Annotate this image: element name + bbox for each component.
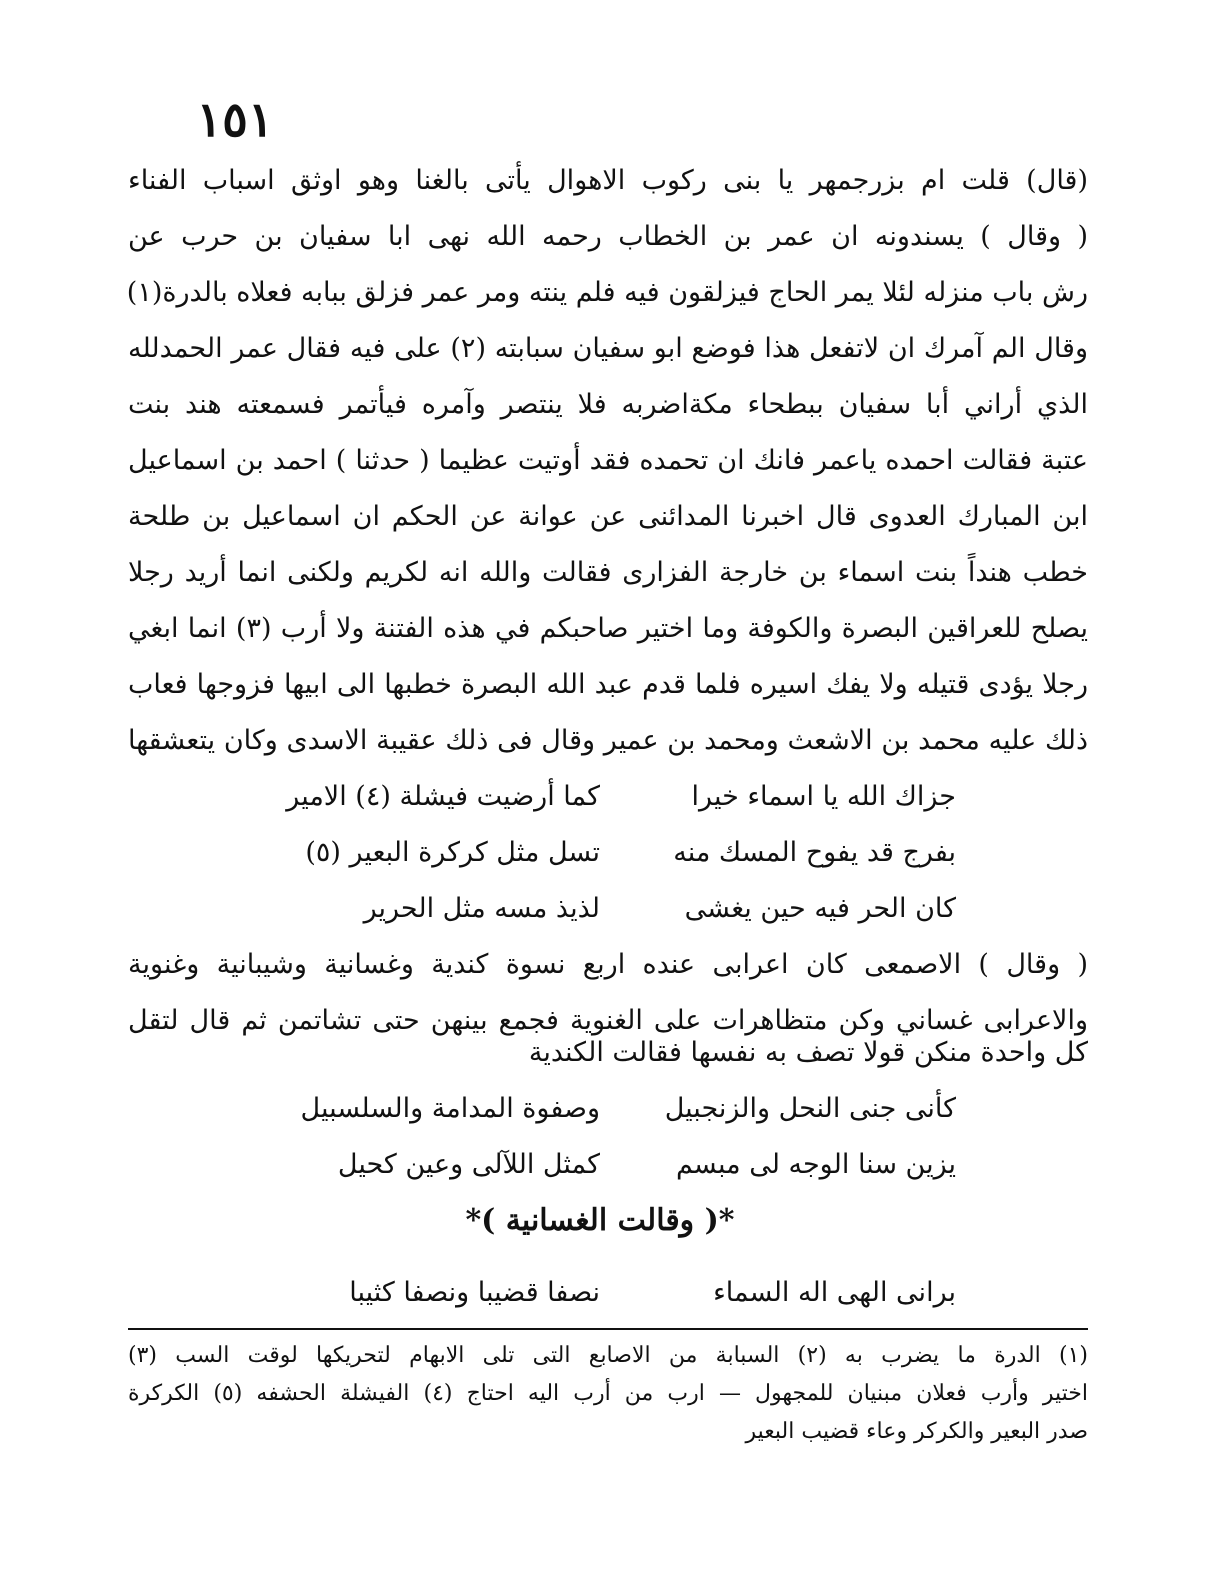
section-heading: *( وقالت الغسانية )* bbox=[465, 1203, 735, 1238]
footnote-line: صدر البعير والكركر وعاء قضيب البعير bbox=[745, 1419, 1088, 1444]
verse-first-hemistich: برانى الهى اله السماء bbox=[713, 1277, 956, 1308]
verse-second-hemistich: لذيذ مسه مثل الحرير bbox=[363, 893, 600, 924]
text-line: الذي أراني أبا سفيان ببطحاء مكةاضربه فلا ينتصر وآمره فيأتمر فسمعته هند بنت bbox=[128, 389, 1088, 420]
text-line: (قال) قلت ام بزرجمهر يا بنى ركوب الاهوال يأتى بالغنا وهو اوثق اسباب الفناء bbox=[128, 165, 1088, 196]
verse-second-hemistich: تسل مثل كركرة البعير (٥) bbox=[305, 837, 600, 868]
text-line: رش باب منزله لئلا يمر الحاج فيزلقون فيه فلم ينته ومر عمر فزلق ببابه فعلاه بالدرة(١) bbox=[126, 277, 1088, 308]
verse-second-hemistich: كمثل اللآلى وعين كحيل bbox=[337, 1149, 600, 1180]
verse-second-hemistich: نصفا قضيبا ونصفا كثيبا bbox=[349, 1277, 600, 1308]
verse-first-hemistich: بفرج قد يفوح المسك منه bbox=[673, 837, 956, 868]
verse-second-hemistich: وصفوة المدامة والسلسبيل bbox=[300, 1093, 600, 1124]
text-line: والاعرابى غساني وكن متظاهرات على الغنوية فجمع بينهن حتى تشاتمن ثم قال لتقل bbox=[128, 1005, 1088, 1036]
text-line: كل واحدة منكن قولا تصف به نفسها فقالت الكندية bbox=[528, 1037, 1088, 1068]
text-line: عتبة فقالت احمده ياعمر فانك ان تحمده فقد أوتيت عظيما ( حدثنا ) احمد بن اسماعيل bbox=[128, 445, 1088, 476]
verse-first-hemistich: كأنى جنى النحل والزنجبيل bbox=[664, 1093, 956, 1124]
verse-second-hemistich: كما أرضيت فيشلة (٤) الامير bbox=[286, 781, 600, 812]
verse-first-hemistich: يزين سنا الوجه لى مبسم bbox=[675, 1149, 956, 1180]
text-line: رجلا يؤدى قتيله ولا يفك اسيره فلما قدم عبد الله البصرة خطبها الى ابيها فزوجها فعاب bbox=[128, 669, 1088, 700]
footnote-line: اختير وأرب فعلان مبنيان للمجهول — ارب من أرب اليه احتاج (٤) الفيشلة الحشفه (٥) الكركرة bbox=[128, 1381, 1088, 1406]
page-number: ١٥١ bbox=[196, 92, 274, 148]
text-line: ( وقال ) يسندونه ان عمر بن الخطاب رحمه الله نهى ابا سفيان بن حرب عن bbox=[128, 221, 1088, 252]
verse-first-hemistich: جزاك الله يا اسماء خيرا bbox=[691, 781, 956, 812]
text-line: ذلك عليه محمد بن الاشعث ومحمد بن عمير وقال فى ذلك عقيبة الاسدى وكان يتعشقها bbox=[128, 725, 1088, 756]
text-line: يصلح للعراقين البصرة والكوفة وما اختير صاحبكم في هذه الفتنة ولا أرب (٣) انما ابغي bbox=[128, 613, 1088, 644]
footnote-line: (١) الدرة ما يضرب به (٢) السبابة من الاصابع التى تلى الابهام لتحريكها لوقت السب (٣) bbox=[128, 1343, 1089, 1368]
text-line: ( وقال ) الاصمعى كان اعرابى عنده اربع نسوة كندية وغسانية وشيبانية وغنوية bbox=[128, 949, 1088, 980]
verse-first-hemistich: كان الحر فيه حين يغشى bbox=[684, 893, 956, 924]
text-line: وقال الم آمرك ان لاتفعل هذا فوضع ابو سفيان سبابته (٢) على فيه فقال عمر الحمدلله bbox=[128, 333, 1088, 364]
text-line: ابن المبارك العدوى قال اخبرنا المدائنى عن عوانة عن الحكم ان اسماعيل بن طلحة bbox=[128, 501, 1088, 532]
text-line: خطب هنداً بنت اسماء بن خارجة الفزارى فقالت والله انه لكريم ولكنى انما أريد رجلا bbox=[128, 557, 1088, 588]
footnote-divider bbox=[128, 1328, 1088, 1330]
